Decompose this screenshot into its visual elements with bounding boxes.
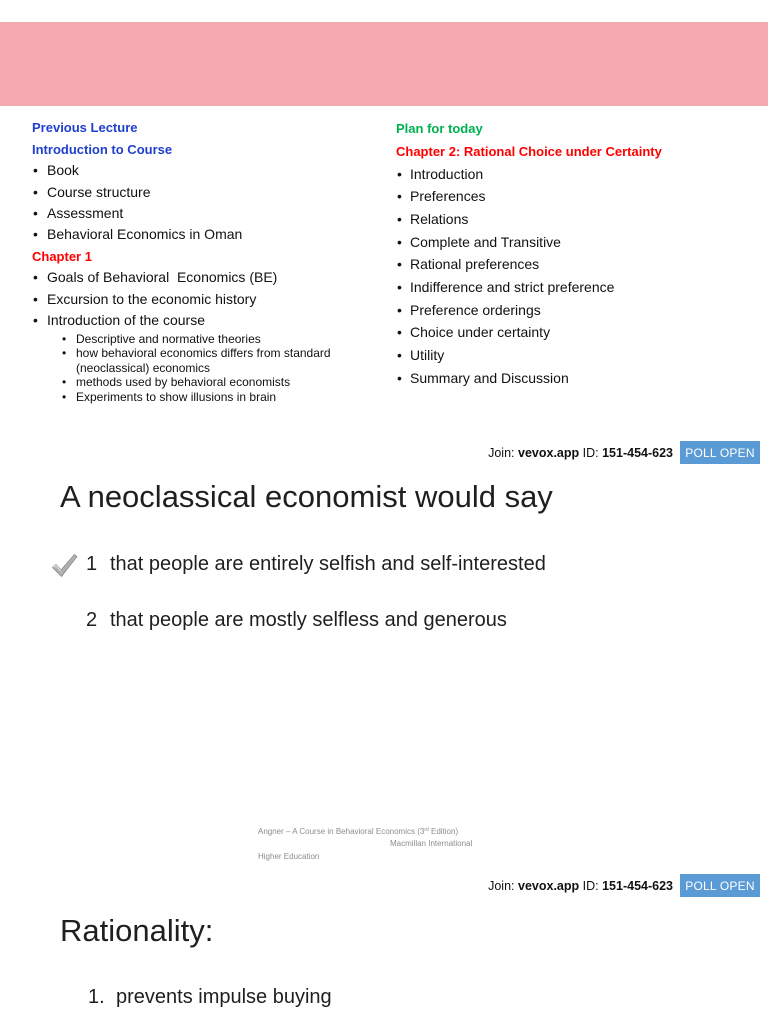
join-site: vevox.app	[518, 445, 580, 460]
plan-item: • Utility	[396, 344, 756, 367]
poll-join-bar	[488, 441, 760, 464]
join-site: vevox.app	[518, 878, 580, 893]
id-label: ID:	[582, 878, 599, 893]
plan-item: • Summary and Discussion	[396, 367, 756, 390]
plan-heading: Plan for today	[396, 120, 483, 136]
id-label: ID:	[582, 445, 599, 460]
citation-publisher-cont: Higher Education	[258, 852, 320, 861]
chapter-1-item: • Excursion to the economic history	[32, 289, 372, 310]
answer-option	[86, 608, 507, 632]
poll-open-button[interactable]: POLL OPEN	[680, 441, 760, 464]
citation-title-end: Edition)	[428, 827, 459, 836]
chapter-1-subitems	[60, 332, 348, 405]
previous-lecture-item: • Assessment	[32, 203, 372, 224]
poll-open-button[interactable]: POLL OPEN	[680, 874, 760, 897]
plan-item: • Indifference and strict preference	[396, 276, 756, 299]
answer-option	[88, 985, 332, 1009]
chapter-1-subitem: • how behavioral economics differs from standard (neoclassical) economics	[60, 346, 348, 375]
poll-join-text	[488, 879, 673, 893]
chapter-1-heading: Chapter 1	[32, 248, 92, 264]
plan-item: • Rational preferences	[396, 253, 756, 276]
option-text: prevents impulse buying	[116, 986, 332, 1008]
citation-publisher: Macmillan International	[390, 839, 473, 848]
poll-id: 151-454-623	[602, 878, 673, 893]
header-banner	[0, 22, 768, 106]
chapter-1-subitem: • methods used by behavioral economists	[60, 375, 348, 390]
plan-item: • Preference orderings	[396, 299, 756, 322]
previous-lecture-column	[32, 117, 372, 331]
previous-lecture-item: • Book	[32, 160, 372, 181]
answer-option	[86, 552, 546, 576]
poll-join-bar	[488, 874, 760, 897]
option-number: 2	[86, 609, 98, 631]
option-text: that people are entirely selfish and self-interested	[110, 553, 546, 575]
join-label: Join:	[488, 445, 515, 460]
plan-item: • Relations	[396, 208, 756, 231]
plan-item: • Complete and Transitive	[396, 231, 756, 254]
poll-join-text	[488, 446, 673, 460]
course-intro-heading: Introduction to Course	[32, 141, 173, 157]
chapter-1-subitem: • Experiments to show illusions in brain	[60, 390, 348, 405]
plan-item: • Choice under certainty	[396, 321, 756, 344]
plan-item: • Preferences	[396, 185, 756, 208]
question-title: A neoclassical economist would say	[60, 479, 553, 514]
previous-lecture-item: • Course structure	[32, 182, 372, 203]
citation-superscript: rd	[424, 827, 429, 833]
option-text: that people are mostly selfless and generous	[110, 609, 507, 631]
citation-title-text: Angner – A Course in Behavioral Economics (3	[258, 827, 425, 836]
question-title: Rationality:	[60, 913, 214, 948]
previous-lecture-item: • Behavioral Economics in Oman	[32, 224, 372, 245]
chapter-1-subitem: • Descriptive and normative theories	[60, 332, 348, 347]
plan-column	[396, 117, 756, 390]
option-number: 1.	[88, 986, 105, 1008]
chapter-1-item: • Goals of Behavioral Economics (BE)	[32, 267, 372, 288]
citation-title	[258, 827, 458, 837]
chapter-1-item: • Introduction of the course	[32, 310, 372, 331]
join-label: Join:	[488, 878, 515, 893]
checkmark-icon	[51, 553, 78, 578]
option-number: 1	[86, 553, 98, 575]
poll-id: 151-454-623	[602, 445, 673, 460]
plan-item: • Introduction	[396, 163, 756, 186]
chapter-2-heading: Chapter 2: Rational Choice under Certainty	[396, 143, 662, 159]
previous-lecture-heading: Previous Lecture	[32, 120, 138, 136]
